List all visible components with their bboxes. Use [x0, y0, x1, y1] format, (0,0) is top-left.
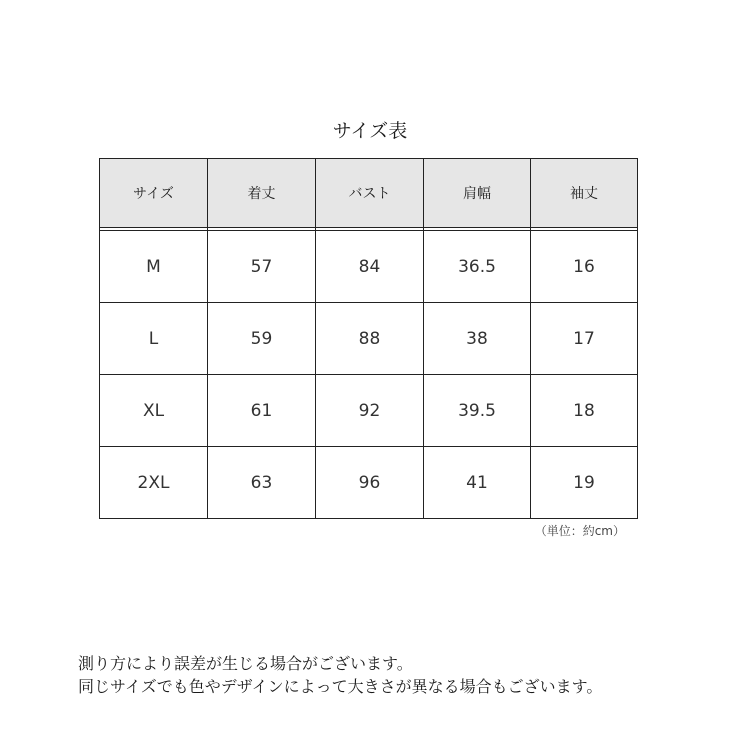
table-row	[100, 375, 638, 447]
header-sleeve: 袖丈	[531, 159, 638, 228]
cell-size: XL	[100, 375, 208, 447]
cell-sleeve: 18	[531, 375, 638, 447]
cell-bust: 84	[316, 231, 424, 303]
cell-length: 59	[208, 303, 316, 375]
cell-sleeve: 16	[531, 231, 638, 303]
size-table	[99, 158, 638, 519]
cell-size: L	[100, 303, 208, 375]
cell-shoulder: 41	[424, 447, 531, 519]
note-line: 同じサイズでも色やデザインによって大きさが異なる場合もございます。	[78, 677, 603, 696]
unit-note: （単位：約cm）	[534, 524, 625, 538]
cell-bust: 92	[316, 375, 424, 447]
table-row	[100, 303, 638, 375]
cell-length: 61	[208, 375, 316, 447]
note-line: 測り方により誤差が生じる場合がございます。	[78, 654, 413, 673]
header-size: サイズ	[100, 159, 208, 228]
table-row	[100, 231, 638, 303]
cell-shoulder: 38	[424, 303, 531, 375]
cell-shoulder: 36.5	[424, 231, 531, 303]
cell-length: 57	[208, 231, 316, 303]
table-header-row	[100, 159, 638, 228]
cell-length: 63	[208, 447, 316, 519]
page-title: サイズ表	[332, 120, 408, 142]
cell-sleeve: 17	[531, 303, 638, 375]
cell-size: M	[100, 231, 208, 303]
cell-bust: 88	[316, 303, 424, 375]
header-bust: バスト	[316, 159, 424, 228]
header-length: 着丈	[208, 159, 316, 228]
header-shoulder: 肩幅	[424, 159, 531, 228]
cell-sleeve: 19	[531, 447, 638, 519]
table-row	[100, 447, 638, 519]
cell-shoulder: 39.5	[424, 375, 531, 447]
cell-size: 2XL	[100, 447, 208, 519]
notes-block	[78, 652, 602, 698]
cell-bust: 96	[316, 447, 424, 519]
